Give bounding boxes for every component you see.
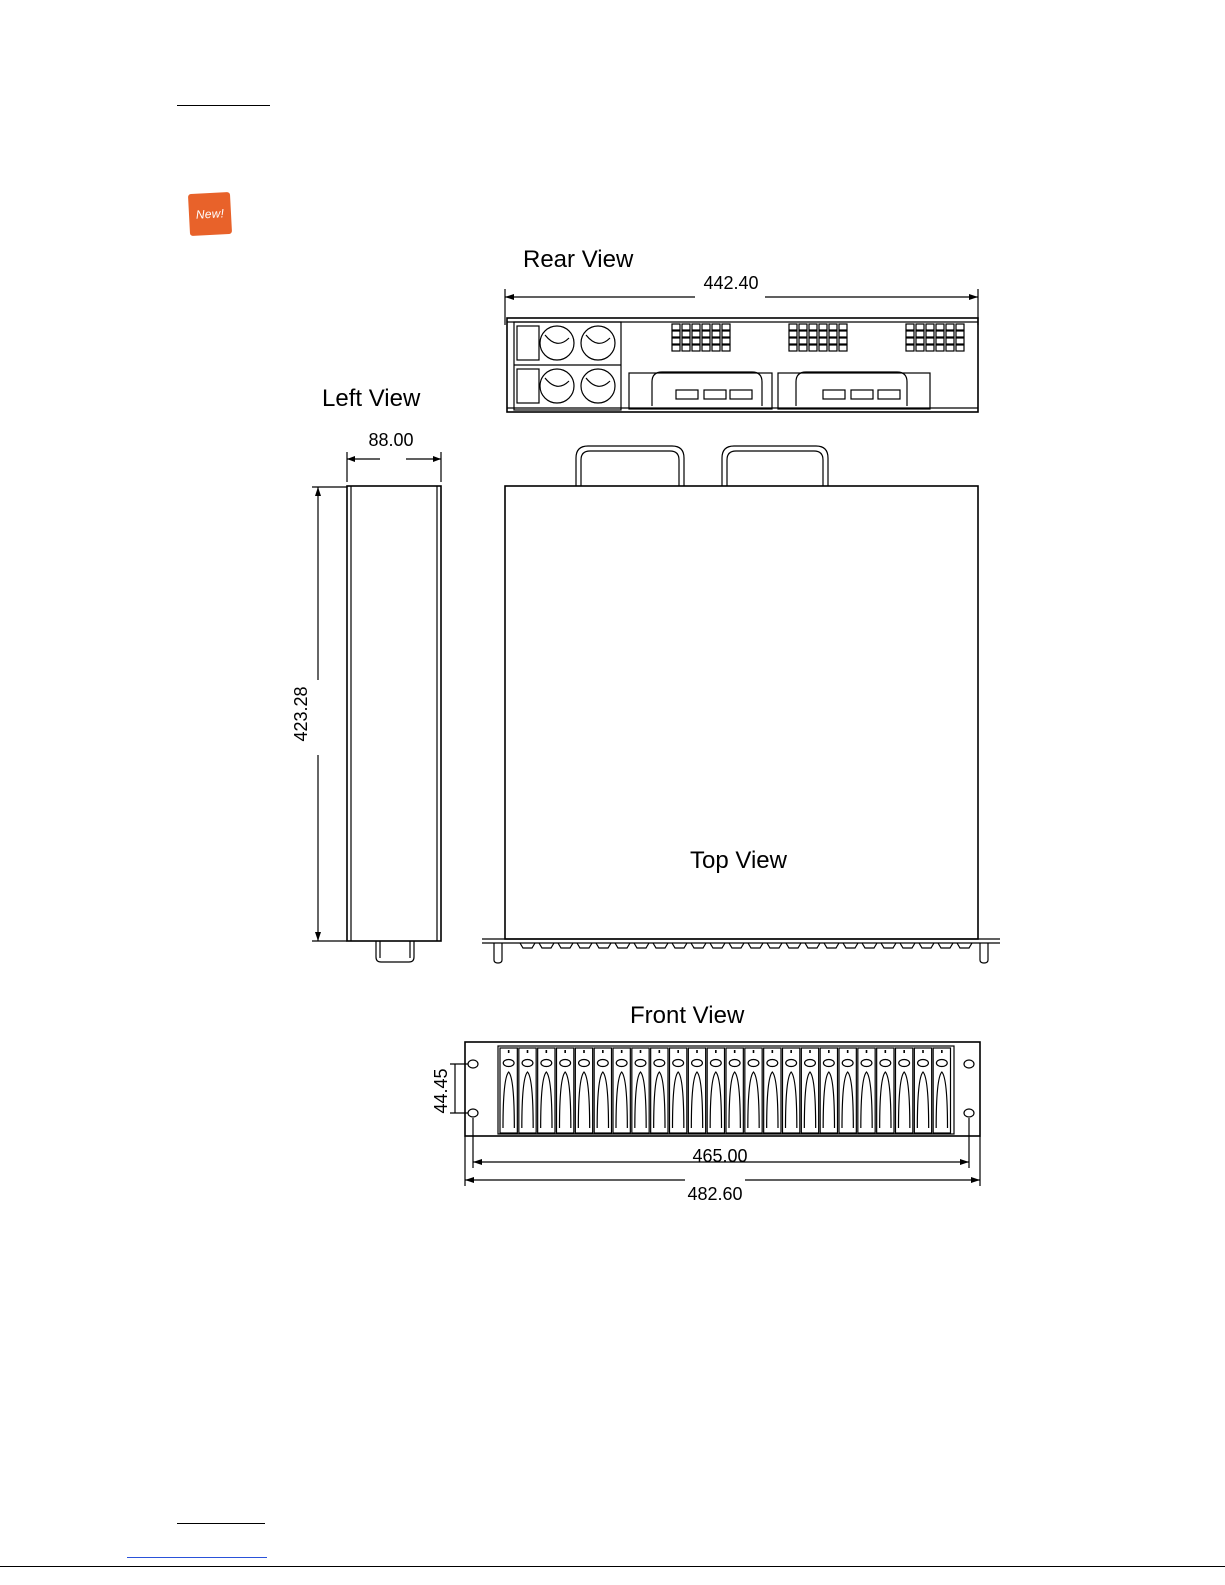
rail-bump xyxy=(577,943,592,948)
drive-bay xyxy=(764,1048,781,1133)
vent-cell xyxy=(702,331,710,337)
front-inner-value: 465.00 xyxy=(692,1146,748,1166)
vent-grid xyxy=(789,324,847,351)
drive-bay xyxy=(670,1048,687,1133)
rail-bump xyxy=(919,943,934,948)
vent-cell xyxy=(682,345,690,351)
rear-view-label: Rear View xyxy=(523,246,634,273)
top-handle-right xyxy=(722,446,828,486)
vent-cell xyxy=(839,324,847,330)
vent-cell xyxy=(672,345,680,351)
vent-cell xyxy=(702,324,710,330)
front-view xyxy=(431,1002,980,1204)
vent-cell xyxy=(702,345,710,351)
front-mount-hole xyxy=(468,1109,478,1117)
vent-cell xyxy=(829,338,837,344)
front-mount-hole xyxy=(468,1060,478,1068)
drive-bay xyxy=(651,1048,668,1133)
top-view xyxy=(482,446,1000,963)
vent-cell xyxy=(839,345,847,351)
drive-bay xyxy=(726,1048,743,1133)
left-view xyxy=(291,385,441,962)
rail-bump xyxy=(957,943,972,948)
vent-cell xyxy=(819,324,827,330)
vent-cell xyxy=(956,324,964,330)
rail-bump xyxy=(710,943,725,948)
vent-cell xyxy=(906,324,914,330)
vent-cell xyxy=(722,338,730,344)
vent-cell xyxy=(906,345,914,351)
drive-bay xyxy=(500,1048,517,1133)
left-handle xyxy=(376,941,414,962)
top-front-rail xyxy=(482,939,1000,963)
vent-cell xyxy=(672,324,680,330)
rail-bump xyxy=(653,943,668,948)
front-unit-value: 44.45 xyxy=(431,1068,451,1114)
rail-bump xyxy=(862,943,877,948)
left-length-dimension xyxy=(291,487,347,941)
left-chassis xyxy=(347,486,441,941)
vent-cell xyxy=(956,338,964,344)
drive-bay xyxy=(858,1048,875,1133)
drive-bay xyxy=(745,1048,762,1133)
drive-bay xyxy=(896,1048,913,1133)
vent-cell xyxy=(906,331,914,337)
power-supply-module xyxy=(514,322,621,410)
vent-cell xyxy=(692,338,700,344)
vent-cell xyxy=(672,338,680,344)
rail-bump xyxy=(672,943,687,948)
vent-cell xyxy=(819,331,827,337)
vent-cell xyxy=(712,331,720,337)
vent-cell xyxy=(946,324,954,330)
vent-cell xyxy=(839,331,847,337)
left-top-dimension xyxy=(347,430,441,482)
footer-link-rule xyxy=(127,1557,267,1558)
vent-cell xyxy=(916,338,924,344)
drive-bay xyxy=(575,1048,592,1133)
rail-bump xyxy=(881,943,896,948)
vent-cell xyxy=(906,338,914,344)
vent-cell xyxy=(799,324,807,330)
vent-cell xyxy=(682,338,690,344)
rail-bump xyxy=(938,943,953,948)
vent-grid xyxy=(906,324,964,351)
front-unit-dimension xyxy=(431,1064,468,1114)
rail-bump xyxy=(634,943,649,948)
rail-bump xyxy=(900,943,915,948)
rail-bump xyxy=(729,943,744,948)
vent-cell xyxy=(789,331,797,337)
vent-cell xyxy=(722,345,730,351)
drive-bay xyxy=(688,1048,705,1133)
vent-cell xyxy=(672,331,680,337)
rear-view xyxy=(505,246,978,412)
vent-cell xyxy=(829,324,837,330)
vent-cell xyxy=(916,345,924,351)
footer-rule xyxy=(177,1523,265,1524)
vent-cell xyxy=(692,324,700,330)
rail-bump xyxy=(596,943,611,948)
vent-cell xyxy=(722,331,730,337)
drive-bay xyxy=(933,1048,950,1133)
rail-bump xyxy=(539,943,554,948)
drive-bay xyxy=(707,1048,724,1133)
front-view-label: Front View xyxy=(630,1002,745,1029)
vent-cell xyxy=(799,331,807,337)
vent-cell xyxy=(789,324,797,330)
drive-bay xyxy=(613,1048,630,1133)
drive-bay xyxy=(594,1048,611,1133)
rail-bump xyxy=(615,943,630,948)
drive-bay xyxy=(820,1048,837,1133)
new-badge-text: New! xyxy=(195,206,225,222)
front-mount-hole xyxy=(964,1109,974,1117)
vent-cell xyxy=(799,338,807,344)
vent-cell xyxy=(809,345,817,351)
vent-cell xyxy=(916,324,924,330)
front-mount-hole xyxy=(964,1060,974,1068)
rail-bump xyxy=(520,943,535,948)
vent-cell xyxy=(926,324,934,330)
vent-cell xyxy=(692,345,700,351)
front-outer-value: 482.60 xyxy=(687,1184,743,1204)
vent-cell xyxy=(946,345,954,351)
vent-cell xyxy=(936,338,944,344)
drive-bay xyxy=(783,1048,800,1133)
drive-bay xyxy=(914,1048,931,1133)
vent-cell xyxy=(809,331,817,337)
rail-bump xyxy=(691,943,706,948)
drive-bay xyxy=(839,1048,856,1133)
rail-bump xyxy=(805,943,820,948)
vent-cell xyxy=(682,324,690,330)
vent-cell xyxy=(946,331,954,337)
rear-controller-handles xyxy=(629,372,930,409)
rail-bump xyxy=(843,943,858,948)
page-bottom-rule xyxy=(0,1566,1225,1567)
vent-cell xyxy=(712,324,720,330)
rail-bump xyxy=(558,943,573,948)
vent-cell xyxy=(839,338,847,344)
vent-cell xyxy=(916,331,924,337)
vent-cell xyxy=(712,345,720,351)
drive-bay xyxy=(877,1048,894,1133)
drive-bay xyxy=(801,1048,818,1133)
vent-cell xyxy=(936,331,944,337)
vent-cell xyxy=(956,345,964,351)
vent-cell xyxy=(789,338,797,344)
left-view-label: Left View xyxy=(322,385,421,412)
vent-cell xyxy=(702,338,710,344)
left-length-value: 423.28 xyxy=(291,686,311,742)
vent-cell xyxy=(926,338,934,344)
vent-cell xyxy=(926,345,934,351)
rail-bump xyxy=(786,943,801,948)
vent-cell xyxy=(712,338,720,344)
vent-cell xyxy=(926,331,934,337)
vent-cell xyxy=(819,338,827,344)
vent-cell xyxy=(829,331,837,337)
vent-cell xyxy=(692,331,700,337)
rear-vent-grids xyxy=(672,324,964,351)
drive-bay xyxy=(557,1048,574,1133)
rail-bump xyxy=(767,943,782,948)
left-top-value: 88.00 xyxy=(368,430,414,450)
vent-cell xyxy=(789,345,797,351)
vent-cell xyxy=(829,345,837,351)
vent-cell xyxy=(809,324,817,330)
top-handle-left xyxy=(576,446,684,486)
drive-bay xyxy=(519,1048,536,1133)
drive-bays xyxy=(500,1048,951,1133)
vent-cell xyxy=(682,331,690,337)
vent-cell xyxy=(819,345,827,351)
vent-cell xyxy=(946,338,954,344)
rail-bump xyxy=(748,943,763,948)
rail-bump xyxy=(824,943,839,948)
vent-cell xyxy=(956,331,964,337)
rear-width-value: 442.40 xyxy=(703,273,759,293)
vent-grid xyxy=(672,324,730,351)
drive-bay xyxy=(632,1048,649,1133)
vent-cell xyxy=(936,345,944,351)
top-view-label: Top View xyxy=(690,847,787,874)
vent-cell xyxy=(809,338,817,344)
drive-bay xyxy=(538,1048,555,1133)
vent-cell xyxy=(936,324,944,330)
vent-cell xyxy=(722,324,730,330)
vent-cell xyxy=(799,345,807,351)
